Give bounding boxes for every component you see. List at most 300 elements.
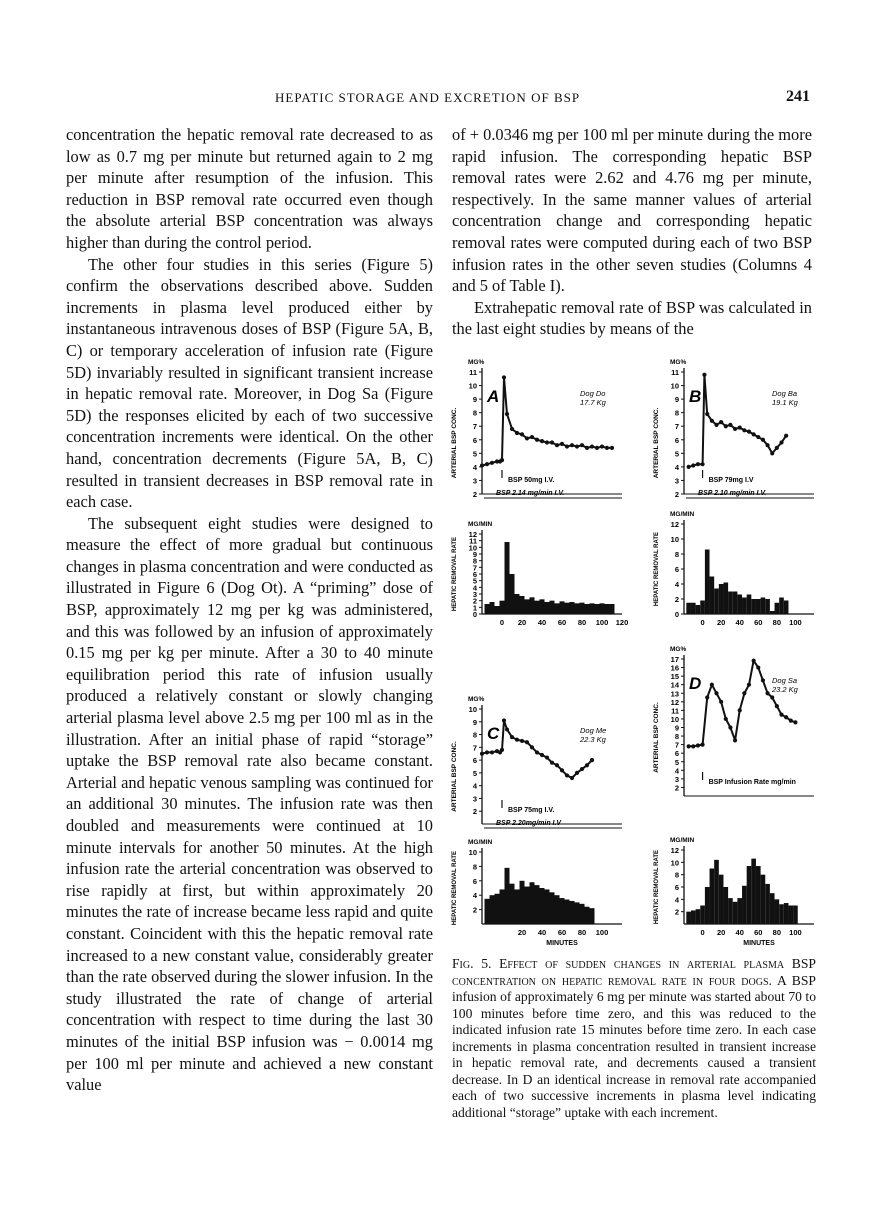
panel-b-removal-bar: [779, 598, 784, 615]
panel-c-removal-bar: [540, 888, 545, 924]
panel-d-data-point: [775, 704, 779, 708]
panel-d-data-point: [700, 743, 704, 747]
panel-d-y-axis-title: HEPATIC REMOVAL RATE: [654, 849, 660, 925]
panel-a-data-point: [605, 446, 609, 450]
panel-a-xtick-label: 60: [557, 618, 567, 627]
panel-b-removal-bar: [761, 598, 766, 615]
panel-d-removal-bar: [705, 887, 710, 924]
panel-a-ytick-label: 2: [472, 596, 477, 606]
panel-a-data-point: [560, 442, 564, 446]
panel-a-data-point: [500, 458, 504, 462]
panel-d-removal-bar: [775, 899, 780, 924]
panel-a-data-point: [610, 446, 614, 450]
panel-b-removal-bar: [784, 601, 789, 615]
panel-a-data-point: [570, 443, 574, 447]
panel-d-data-point: [724, 717, 728, 721]
panel-a-removal-bar: [575, 603, 580, 614]
panel-c-ytick-label: 7: [472, 743, 477, 753]
panel-a-ytick-label: 8: [472, 408, 477, 418]
panel-d-ytick-label: 9: [674, 723, 679, 733]
panel-b-removal-bar: [686, 603, 691, 614]
panel-a-ytick-label: 10: [468, 381, 477, 391]
panel-a-ytick-label: 4: [472, 462, 477, 472]
panel-d-ytick-label: 16: [670, 663, 679, 673]
panel-d-removal-bar: [696, 909, 701, 924]
panel-d-dog-weight: 23.2 Kg: [772, 685, 798, 694]
panel-c-ytick-label: 10: [468, 705, 477, 714]
panel-d-data-point: [691, 744, 695, 748]
panel-d-ytick-label: 13: [670, 689, 679, 699]
panel-b-removal-bar: [742, 598, 747, 615]
panel-d-removal-bar: [779, 904, 784, 924]
panel-b-ytick-label: 11: [671, 368, 679, 377]
panel-a-removal-bar: [495, 606, 500, 614]
panel-b-removal-bar: [719, 584, 724, 614]
panel-c-infusion-label: BSP 2.20mg/min I.V: [496, 820, 562, 827]
panel-c-ytick-label: 9: [472, 717, 477, 727]
panel-b-dog-weight: 19.1 Kg: [772, 398, 798, 407]
panel-d-removal-bar: [742, 886, 747, 924]
right-column: [452, 124, 812, 340]
panel-b-ytick-label: 6: [674, 565, 679, 574]
panel-c-data-point: [505, 727, 509, 731]
left-column: [66, 124, 433, 1096]
panel-d-ytick-label: 10: [670, 714, 679, 724]
panel-b-data-point: [700, 462, 704, 466]
panel-a-removal-bar: [605, 604, 610, 614]
panel-c-removal-bar: [580, 904, 585, 924]
panel-d-data-point: [770, 695, 774, 699]
panel-b-ytick-label: 4: [674, 580, 679, 589]
panel-d-xtick-label: 0: [700, 928, 705, 937]
panel-d-removal-bar: [747, 866, 752, 924]
panel-c-ytick-label: 8: [472, 862, 477, 872]
panel-d-ytick-label: 11: [671, 706, 679, 716]
panel-a-removal-bar: [555, 603, 560, 614]
panel-b-removal-bar: [710, 577, 715, 615]
panel-b-removal-bar: [705, 550, 710, 615]
panel-b-data-point: [691, 463, 695, 467]
panel-a-removal-bar: [595, 604, 600, 614]
panel-c-removal-bar: [590, 908, 595, 924]
panel-c-dog-name: Dog Me: [580, 726, 607, 735]
panel-c-injection-label: BSP 75mg I.V.: [508, 807, 555, 814]
panel-a-ytick-label: 11: [469, 536, 477, 546]
panel-a-removal-bar: [560, 601, 565, 614]
panel-a-ytick-label: 4: [472, 583, 477, 593]
panel-b-xtick-label: 60: [754, 618, 763, 627]
panel-b-removal-bar: [751, 599, 756, 614]
panel-d-removal-bar: [686, 912, 691, 924]
panel-a-data-point: [600, 444, 604, 448]
panel-b-removal-bar: [756, 599, 761, 614]
panel-c-data-point: [590, 758, 594, 762]
panel-b-data-point: [687, 465, 691, 469]
panel-c-ytick-label: 2: [472, 807, 477, 817]
panel-b-injection-label: BSP 79mg I.V: [708, 477, 754, 484]
panel-d-data-point: [705, 695, 709, 699]
panel-d-data-point: [779, 713, 783, 717]
panel-b-data-point: [696, 462, 700, 466]
panel-c-data-point: [570, 776, 574, 780]
panel-a-data-point: [545, 440, 549, 444]
panel-a-removal-bar: [545, 602, 550, 614]
panel-c-removal-bar: [545, 889, 550, 924]
panel-c-removal-bar: [495, 894, 500, 924]
panel-d-data-point: [789, 719, 793, 723]
panel-d-removal-bar: [737, 898, 742, 924]
panel-d-ytick-label: 2: [674, 907, 679, 917]
panel-c-data-point: [585, 763, 589, 767]
panel-c-ytick-label: 10: [468, 848, 477, 857]
panel-d-data-point: [765, 691, 769, 695]
panel-a-ytick-label: 7: [472, 563, 477, 573]
panel-c-letter: C: [487, 724, 500, 743]
panel-a-y-axis-title: HEPATIC REMOVAL RATE: [452, 536, 458, 612]
panel-a-data-point: [490, 461, 494, 465]
panel-c-x-axis-title: MINUTES: [546, 940, 578, 947]
panel-a-injection-label: BSP 50mg I.V.: [508, 477, 555, 484]
panel-a-data-point: [550, 440, 554, 444]
panel-a-data-point: [595, 446, 599, 450]
caption-lead: Fig. 5. Effect of sudden changes in arterial plasma BSP concentration on hepatic removal rate in four dogs.: [452, 956, 816, 988]
left-paragraph-2: The other four studies in this series (Figure 5) confirm the observations described above. Sudden increments in plasma level produced either by instantaneous intravenous doses of BSP (Figure 5A, B, C) or temporary acceleration of infusion rate (Figure 5D) invariably resulted in significant transient increase in hepatic removal rate. Moreover, in Dog Sa (Figure 5D) the responses elicited by each of two successive concentration increments were identical. On the other hand, concentration decrements (Figure 5A, B, C) resulted in transient decreases in BSP removal rate in each case.: [66, 254, 433, 512]
panel-c-dog-weight: 22.3 Kg: [580, 735, 606, 744]
panel-b-y-axis-title: ARTERIAL BSP CONC.: [653, 407, 660, 479]
panel-b-removal-bar: [700, 601, 705, 615]
panel-b-data-point: [728, 423, 732, 427]
panel-c-data-point: [520, 739, 524, 743]
panel-c-unit-label: MG%: [468, 696, 485, 703]
panel-a-ytick-label: 5: [472, 576, 477, 586]
panel-d-removal-bar: [765, 884, 770, 924]
panel-c-removal-bar: [520, 881, 525, 924]
panel-b-removal-bar: [737, 595, 742, 615]
panel-d-removal-bar: [784, 903, 789, 924]
panel-b-ytick-label: 9: [674, 395, 679, 405]
panel-b-data-point: [724, 424, 728, 428]
panel-a-ytick-label: 10: [468, 543, 477, 553]
panel-d-data-point: [714, 691, 718, 695]
panel-a-removal-bar: [510, 574, 515, 614]
panel-b-xtick-label: 80: [772, 618, 782, 627]
panel-d-data-point: [696, 743, 700, 747]
panel-c-removal-bar: [505, 868, 510, 924]
panel-d-removal-bar: [719, 875, 724, 924]
panel-a-ytick-label: 8: [472, 556, 477, 566]
panel-a-data-point: [590, 444, 594, 448]
panel-d-data-point: [761, 678, 765, 682]
panel-b-data-point: [714, 423, 718, 427]
panel-a-removal-bar: [490, 602, 495, 614]
running-header: [0, 88, 890, 108]
panel-b-ytick-label: 2: [674, 490, 679, 499]
panel-b-removal-bar: [733, 592, 738, 615]
panel-d-data-point: [738, 708, 742, 712]
panel-a-removal-bar: [515, 594, 520, 614]
panel-a-data-point: [540, 439, 544, 443]
panel-c-data-point: [490, 750, 494, 754]
panel-d-concentration-line: [689, 661, 796, 747]
panel-a-data-point: [485, 462, 489, 466]
panel-c-ytick-label: 8: [472, 730, 477, 740]
panel-d-data-point: [747, 683, 751, 687]
panel-b-ytick-label: 6: [674, 435, 679, 445]
panel-a-unit-label: MG/MIN: [468, 521, 493, 528]
panel-d-ytick-label: 10: [670, 858, 679, 868]
panel-a-dog-weight: 17.7 Kg: [580, 398, 606, 407]
figure-caption: [452, 956, 816, 1121]
panel-a-ytick-label: 3: [472, 476, 477, 486]
panel-c-data-point: [550, 761, 554, 765]
panel-a-data-point: [575, 444, 579, 448]
panel-c-ytick-label: 6: [472, 756, 477, 766]
panel-a-ytick-label: 1: [472, 603, 477, 613]
panel-b-unit-label: MG/MIN: [670, 511, 695, 518]
panel-b-ytick-label: 12: [670, 520, 679, 529]
panel-b-ytick-label: 2: [674, 595, 679, 604]
panel-c-data-point: [575, 771, 579, 775]
panel-d-unit-label: MG%: [670, 646, 687, 653]
panel-b-ytick-label: 7: [674, 422, 679, 432]
panel-d-y-axis-title: ARTERIAL BSP CONC.: [653, 702, 660, 773]
figure-5: [451, 359, 822, 954]
panel-b-xtick-label: 20: [716, 618, 726, 627]
panel-c-removal-bar: [560, 898, 565, 924]
panel-d-ytick-label: 7: [674, 740, 679, 750]
panel-a-removal-bar: [580, 603, 585, 614]
panel-d-xtick-label: 20: [716, 928, 726, 937]
panel-a-dog-name: Dog Do: [580, 389, 606, 398]
panel-c-xtick-label: 60: [557, 928, 567, 937]
panel-c-removal-bar: [575, 902, 580, 924]
panel-b-xtick-label: 100: [789, 618, 802, 627]
panel-d-data-point: [752, 659, 756, 663]
panel-c-removal-bar: [530, 882, 535, 924]
panel-d-removal-bar: [793, 906, 798, 925]
panel-d-ytick-label: 8: [674, 732, 679, 742]
panel-d-data-point: [784, 715, 788, 719]
panel-a-data-point: [502, 375, 506, 379]
panel-a-removal-bar: [610, 604, 615, 614]
panel-c-y-axis-title: ARTERIAL BSP CONC.: [451, 741, 458, 812]
panel-b-y-axis-title: HEPATIC REMOVAL RATE: [654, 531, 660, 607]
panel-c-data-point: [535, 750, 539, 754]
panel-c-data-point: [510, 735, 514, 739]
right-paragraph-1: of + 0.0346 mg per 100 ml per minute during the more rapid infusion. The corresponding hepatic BSP removal rates were 2.62 and 4.76 mg per minute, respectively. In the same manner values of arterial concentration change and corresponding hepatic removal rates were computed during each of two BSP infusion rates in the other seven studies (Columns 4 and 5 of Table I).: [452, 125, 812, 296]
panel-a-xtick-label: 20: [517, 618, 527, 627]
panel-d-data-point: [728, 725, 732, 729]
panel-d-ytick-label: 17: [670, 655, 679, 664]
panel-a-ytick-label: 7: [472, 422, 477, 432]
panel-a-data-point: [580, 443, 584, 447]
panel-d-ytick-label: 15: [670, 672, 679, 682]
panel-d-xtick-label: 80: [772, 928, 782, 937]
panel-d-removal-bar: [700, 906, 705, 925]
panel-c-removal-bar: [500, 889, 505, 924]
left-paragraph-3: The subsequent eight studies were designed to measure the effect of more gradual but continuous changes in plasma concentration and were conducted as illustrated in Figure 6 (Dog Ot). A “priming” dose of BSP, approximately 12 mg per kg was administered, and this was followed by an infusion of approximately 0.15 mg per kg per minute. After a 30 to 40 minute equilibration period this rate of infusion usually produced a relatively constant or slowly changing arterial plasma level above 2.5 mg per 100 ml as in the illustration. After an initial phase of rapid “storage” uptake the BSP removal rate also became constant. Arterial and hepatic venous sampling was continued for an additional 30 minutes. The infusion rate was then doubled and measurements were continued at 10 minute intervals for another 50 minutes. At the high infusion rate the arterial concentration was observed to rise rapidly at first, but within approximately 20 minutes the rate of increase became less rapid and quite constant. Coincident with this the hepatic removal rate increased to a new constant value, considerably greater than the rate observed during the slower infusion. In the study illustrated the rate of change of arterial concentration with respect to time during the last 30 minutes of the initial BSP infusion was − 0.0014 mg per 100 ml per minute and achieved a new constant value: [66, 513, 433, 1095]
page-number: 241: [786, 88, 810, 105]
panel-d-xtick-label: 60: [754, 928, 763, 937]
panel-c-xtick-label: 40: [537, 928, 547, 937]
panel-b-data-point: [733, 427, 737, 431]
panel-d-xtick-label: 40: [735, 928, 744, 937]
panel-c-ytick-label: 3: [472, 794, 477, 804]
panel-d-ytick-label: 4: [674, 895, 679, 905]
panel-c-removal-bar: [525, 887, 530, 924]
panel-b-data-point: [719, 420, 723, 424]
panel-d-ytick-label: 3: [674, 774, 679, 784]
panel-c-ytick-label: 2: [472, 905, 477, 915]
panel-c-removal-bar: [555, 895, 560, 924]
panel-a-removal-bar: [570, 602, 575, 614]
panel-b-ytick-label: 8: [674, 550, 679, 559]
panel-b-ytick-label: 3: [674, 476, 679, 486]
panel-d-letter: D: [689, 674, 702, 693]
panel-b-data-point: [747, 430, 751, 434]
panel-b-removal-bar: [723, 583, 728, 615]
panel-b-data-point: [702, 373, 706, 377]
panel-a-removal-bar: [600, 603, 605, 614]
panel-d-unit-label: MG/MIN: [670, 837, 695, 844]
panel-b-data-point: [784, 434, 788, 438]
panel-b-removal-bar: [728, 592, 733, 615]
panel-b-removal-bar: [775, 603, 780, 614]
panel-d-xtick-label: 100: [789, 928, 802, 937]
panel-d-removal-bar: [733, 902, 738, 924]
panel-d-data-point: [756, 665, 760, 669]
panel-a-data-point: [555, 443, 559, 447]
panel-a-data-point: [515, 431, 519, 435]
panel-b-data-point: [756, 435, 760, 439]
panel-d-ytick-label: 6: [674, 883, 679, 892]
panel-a-removal-bar: [565, 603, 570, 614]
panel-a-xtick-label: 40: [537, 618, 547, 627]
panel-d-ytick-label: 14: [670, 680, 679, 690]
panel-d-removal-bar: [761, 875, 766, 924]
panel-b-unit-label: MG%: [670, 359, 687, 366]
panel-a-removal-bar: [520, 596, 525, 614]
panel-d-removal-bar: [710, 869, 715, 925]
panel-c-data-point: [580, 767, 584, 771]
panel-b-removal-bar: [747, 595, 752, 615]
panel-b-ytick-label: 5: [674, 449, 679, 459]
panel-a-infusion-label: BSP 2.14 mg/min I.V.: [496, 490, 565, 497]
panel-a-xtick-label: 120: [615, 618, 629, 627]
panel-b-data-point: [705, 412, 709, 416]
panel-a-data-point: [525, 436, 529, 440]
panel-b-data-point: [775, 446, 779, 450]
panel-a-data-point: [585, 446, 589, 450]
panel-c-removal-bar: [570, 901, 575, 924]
panel-d-removal-bar: [728, 898, 733, 924]
panel-b-data-point: [761, 438, 765, 442]
panel-c-data-point: [545, 755, 549, 759]
panel-d-ytick-label: 8: [674, 870, 679, 880]
panel-a-removal-bar: [590, 603, 595, 614]
panel-c-data-point: [485, 750, 489, 754]
panel-d-removal-bar: [691, 910, 696, 924]
panel-a-ytick-label: 9: [472, 550, 477, 559]
panel-a-data-point: [535, 438, 539, 442]
panel-a-ytick-label: 12: [468, 530, 477, 539]
panel-a-removal-bar: [505, 542, 510, 614]
panel-a-letter: A: [487, 387, 500, 406]
panel-a-removal-bar: [585, 604, 590, 614]
panel-d-data-point: [687, 744, 691, 748]
panel-a-unit-label: MG%: [468, 359, 485, 366]
panel-d-removal-bar: [770, 893, 775, 924]
panel-d-ytick-label: 4: [674, 766, 679, 776]
left-paragraph-1: concentration the hepatic removal rate decreased to as low as 0.7 mg per minute but returned again to 2 mg per minute after resumption of the infusion. This reduction in BSP removal rate occurred even though the absolute arterial BSP concentration was always higher than during the control period.: [66, 125, 433, 252]
panel-b-ytick-label: 8: [674, 408, 679, 418]
panel-a-ytick-label: 2: [472, 490, 477, 499]
running-title: HEPATIC STORAGE AND EXCRETION OF BSP: [275, 90, 581, 105]
panel-a-ytick-label: 9: [472, 395, 477, 405]
panel-c-data-point: [560, 768, 564, 772]
panel-a-ytick-label: 5: [472, 449, 477, 459]
panel-d-dog-name: Dog Sa: [772, 676, 798, 685]
panel-c-data-point: [530, 745, 534, 749]
figure-5-panels: [451, 359, 822, 954]
panel-c-xtick-label: 100: [595, 928, 609, 937]
panel-c-data-point: [525, 740, 529, 744]
panel-d-data-point: [719, 700, 723, 704]
panel-a-removal-bar: [485, 604, 490, 614]
panel-c-removal-bar: [510, 884, 515, 924]
panel-b-ytick-label: 0: [674, 610, 679, 619]
panel-c-removal-bar: [490, 895, 495, 924]
panel-b-infusion-label: BSP 2.10 mg/min I.V.: [698, 490, 767, 497]
panel-d-ytick-label: 5: [674, 757, 679, 767]
panel-a-y-axis-title: ARTERIAL BSP CONC.: [451, 407, 458, 479]
panel-a-ytick-label: 3: [472, 590, 477, 599]
panel-a-ytick-label: 6: [472, 435, 477, 445]
panel-a-data-point: [510, 427, 514, 431]
panel-b-xtick-label: 0: [700, 618, 705, 627]
panel-a-data-point: [520, 432, 524, 436]
panel-c-data-point: [555, 763, 559, 767]
panel-d-removal-bar: [788, 906, 793, 925]
right-paragraph-2: Extrahepatic removal rate of BSP was calculated in the last eight studies by means of the: [452, 297, 812, 339]
panel-b-removal-bar: [696, 605, 701, 614]
panel-c-ytick-label: 6: [472, 876, 477, 886]
panel-d-data-point: [742, 691, 746, 695]
panel-c-data-point: [500, 748, 504, 752]
panel-d-ytick-label: 12: [670, 697, 679, 707]
panel-c-data-point: [565, 773, 569, 777]
panel-c-ytick-label: 4: [472, 781, 477, 791]
caption-body: A BSP infusion of approximately 6 mg per minute was started about 70 to 100 minutes before time zero, and this was reduced to the indicated infusion rate 15 minutes before time zero. In each case increments in plasma concentration resulted in transient increase in hepatic removal rate, and decrements caused a transient decrease. In D an identical increase in removal rate accompanied each of two successive increments in plasma level indicating additional “storage” uptake with each increment.: [452, 972, 816, 1120]
panel-c-removal-bar: [485, 899, 490, 924]
panel-d-data-point: [793, 720, 797, 724]
panel-a-xtick-label: 100: [595, 618, 609, 627]
panel-b-ytick-label: 10: [670, 381, 679, 391]
panel-b-data-point: [710, 419, 714, 423]
panel-c-xtick-label: 80: [577, 928, 587, 937]
panel-b-letter: B: [689, 387, 702, 406]
panel-b-xtick-label: 40: [735, 618, 744, 627]
panel-a-xtick-label: 0: [499, 618, 505, 627]
panel-a-data-point: [480, 463, 484, 467]
panel-b-data-point: [738, 425, 742, 429]
panel-a-ytick-label: 11: [469, 368, 477, 377]
panel-a-xtick-label: 80: [577, 618, 587, 627]
panel-b-data-point: [765, 443, 769, 447]
panel-a-removal-bar: [525, 599, 530, 614]
panel-c-y-axis-title: HEPATIC REMOVAL RATE: [452, 850, 458, 926]
panel-a-data-point: [505, 412, 509, 416]
